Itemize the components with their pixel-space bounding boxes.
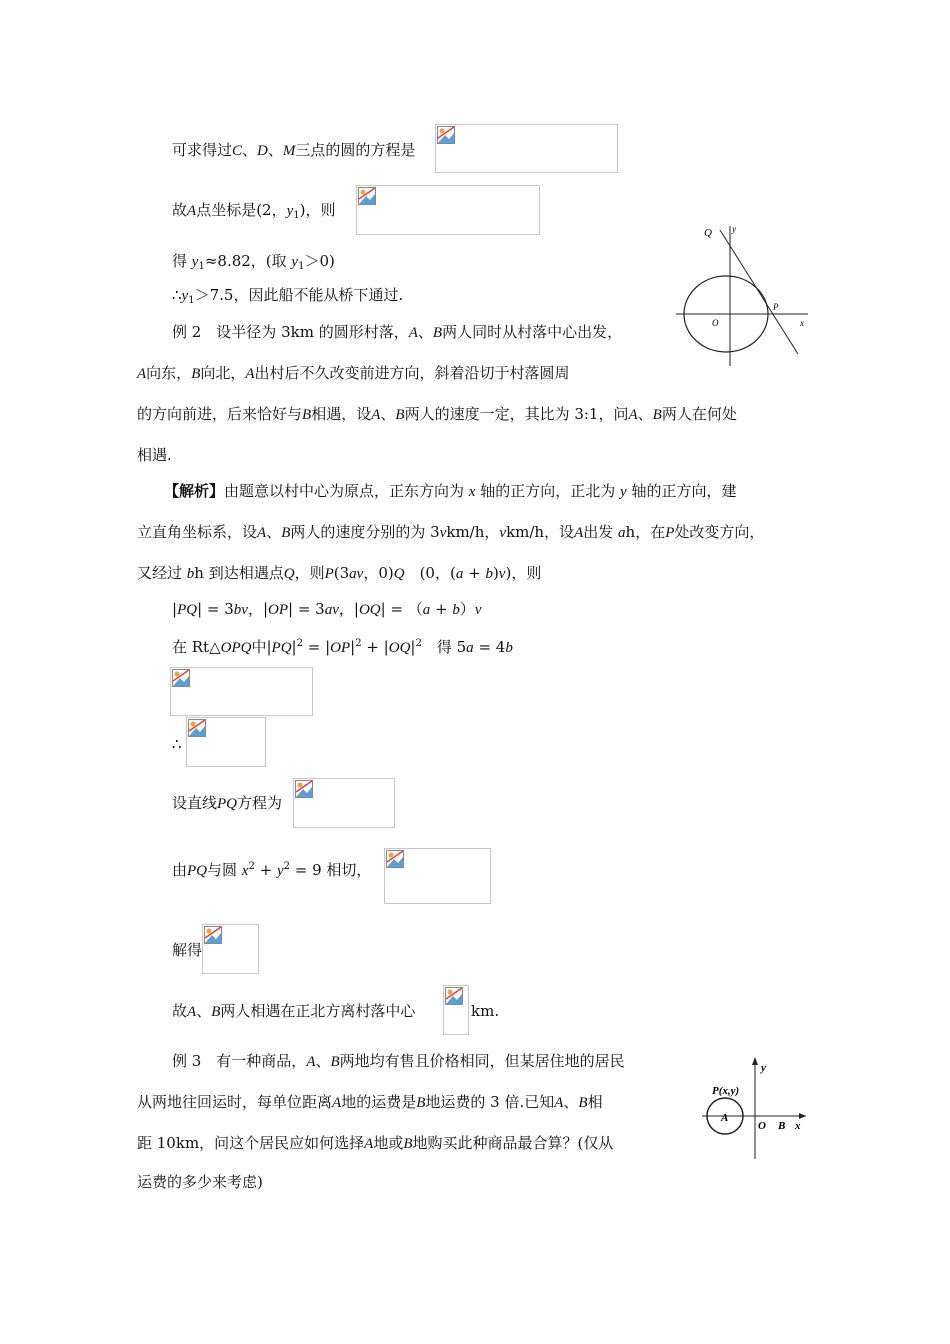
broken-formula-image	[186, 717, 266, 767]
text-line-answer: 故A、B两人相遇在正北方离村落中心	[172, 1002, 416, 1020]
solution-line-2: 立直角坐标系，设A、B两人的速度分别的为 3vkm/h，vkm/h，设A出发 ah，在P处改变方向，	[137, 523, 765, 541]
broken-formula-image	[170, 667, 313, 716]
broken-formula-image	[202, 924, 259, 974]
equation-pythagoras: 在 Rt△OPQ中$|PQ|^2 = |OP|^2 + |OQ|^2$ 得 5a = 4b	[172, 638, 513, 656]
example-3-line-1: 例 3 有一种商品，A、B两地均有售且价格相同，但某居住地的居民	[172, 1052, 625, 1070]
solution-line-1: 【解析】由题意以村中心为原点，正东方向为 x 轴的正方向，正北为 y 轴的正方向，建	[164, 482, 737, 500]
equation-lengths: |PQ| = 3bv，|OP| = 3av，|OQ| = （a + b）v	[172, 600, 482, 618]
broken-image-icon	[358, 187, 376, 205]
broken-image-icon	[204, 926, 222, 944]
fig2-label-x: x	[795, 1120, 801, 1132]
fig2-label-y: y	[761, 1062, 766, 1074]
broken-image-icon	[295, 780, 313, 798]
fig2-label-a: A	[721, 1112, 729, 1124]
broken-image-icon	[445, 987, 463, 1005]
fig1-label-p: P	[773, 302, 779, 312]
text-line-a-coordinate: 故A点坐标是(2，$y_1$)，则	[172, 201, 336, 221]
fig2-label-b: B	[778, 1120, 786, 1132]
therefore-symbol: ∴	[172, 735, 182, 753]
fig1-label-q: Q	[704, 227, 712, 239]
example-3-line-2: 从两地往回运时，每单位距离A地的运费是B地运费的 3 倍.已知A、B相	[137, 1093, 603, 1111]
text-line-pq-equation: 设直线PQ方程为	[172, 794, 283, 812]
example-3-line-4: 运费的多少来考虑)	[137, 1173, 263, 1191]
broken-formula-image	[293, 778, 395, 828]
broken-image-icon	[188, 719, 206, 737]
circle-tangent-figure	[670, 220, 820, 370]
text-line-tangent: 由PQ与圆 $x^2 + y^2 = 9$ 相切，	[172, 861, 372, 879]
fig1-label-x: x	[800, 318, 804, 328]
broken-image-icon	[386, 850, 404, 868]
broken-formula-image	[443, 985, 469, 1035]
example-2-line-1: 例 2 设半径为 3km 的圆形村落，A、B两人同时从村落中心出发，	[172, 323, 623, 341]
broken-formula-image	[384, 848, 491, 904]
text-line-solve: 解得	[172, 941, 203, 959]
coordinate-circle-figure	[700, 1055, 810, 1165]
text-line-circle-equation: 可求得过C、D、M三点的圆的方程是	[172, 141, 416, 159]
broken-formula-image	[356, 185, 540, 235]
text-line-conclusion: $\therefore y_1>7.5$，因此船不能从桥下通过.	[172, 286, 404, 306]
broken-image-icon	[437, 126, 455, 144]
fig1-label-o: O	[712, 318, 719, 328]
example-2-line-2: A向东，B向北，A出村后不久改变前进方向，斜着沿切于村落圆周	[137, 364, 570, 382]
broken-image-icon	[172, 669, 190, 687]
fig1-label-y: y	[732, 224, 736, 234]
fig2-label-o: O	[758, 1120, 766, 1132]
broken-formula-image	[435, 124, 618, 173]
example-2-line-4: 相遇.	[137, 446, 172, 464]
example-2-line-3: 的方向前进，后来恰好与B相遇，设A、B两人的速度一定，其比为 3:1，问A、B两人在何处	[137, 405, 737, 423]
example-3-line-3: 距 10km，问这个居民应如何选择A地或B地购买此种商品最合算？(仅从	[137, 1134, 614, 1152]
solution-line-3: 又经过 bh 到达相遇点Q，则P(3av，0)Q (0，(a + b)v)，则	[137, 564, 542, 582]
text-unit-km: km.	[471, 1002, 500, 1020]
text-line-y1-value: 得 $y_1\approx 8.82$，(取 $y_1>0$)	[172, 252, 335, 272]
fig2-label-p: P(x,y)	[712, 1085, 740, 1097]
